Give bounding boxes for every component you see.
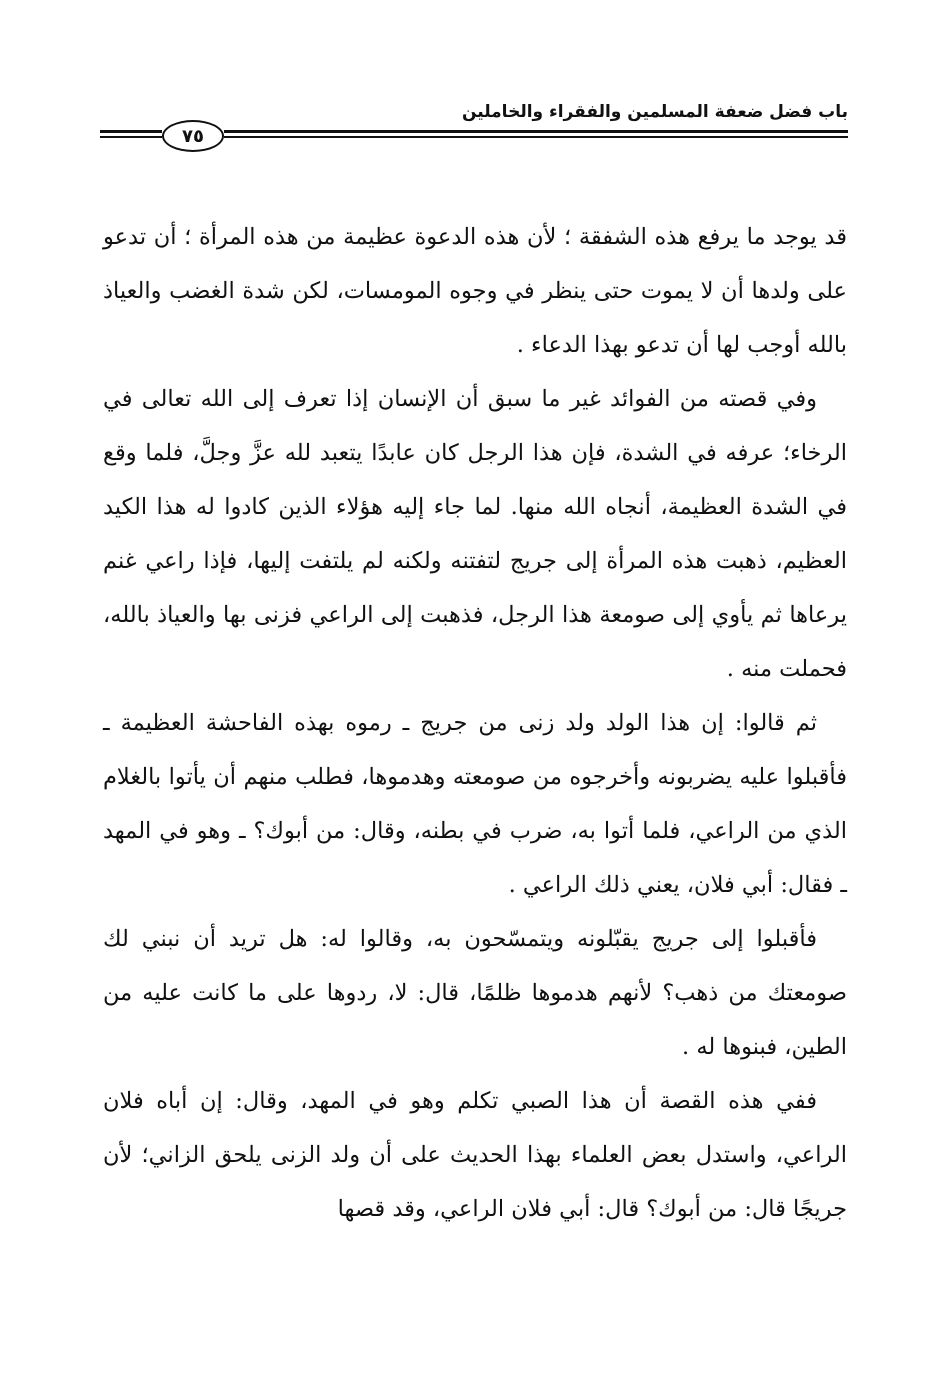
paragraph-4: فأقبلوا إلى جريج يقبّلونه ويتمسّحون به، وقالوا له: هل تريد أن نبني لك صومعتك من ذهب؟ لأنهم هدموها ظلمًا، قال: لا، ردوها على ما كانت عليه من الطين، فبنوها له .: [103, 926, 847, 1060]
paragraph-1: قد يوجد ما يرفع هذه الشفقة ؛ لأن هذه الدعوة عظيمة من هذه المرأة ؛ أن تدعو على ولدها أن لا يموت حتى ينظر في وجوه المومسات، لكن شدة الغضب والعياذ بالله أوجب لها أن تدعو بهذا الدعاء .: [103, 224, 847, 358]
header-rule-left: [100, 130, 162, 141]
chapter-title: باب فضل ضعفة المسلمين والفقراء والخاملين: [461, 102, 848, 122]
paragraph-2: وفي قصته من الفوائد غير ما سبق أن الإنسان إذا تعرف إلى الله تعالى في الرخاء؛ عرفه في الشدة، فإن هذا الرجل كان عابدًا يتعبد لله عزَّ وجلَّ، فلما وقع في الشدة العظيمة، أنجاه الله منها. لما جاء إليه هؤلاء الذين كادوا له هذا الكيد العظيم، ذهبت هذه المرأة إلى جريج لتفتنه ولكنه لم يلتفت إليها، فإذا راعي غنم يرعاها ثم يأوي إلى صومعة هذا الرجل، فذهبت إلى الراعي فزنى بها والعياذ بالله، فحملت منه .: [103, 386, 847, 682]
header-rule-right: [224, 130, 848, 141]
page-body: [103, 210, 847, 1236]
page-header: [100, 100, 848, 160]
page-number: ٧٥: [162, 120, 224, 152]
paragraph-3: ثم قالوا: إن هذا الولد ولد زنى من جريج ـ رموه بهذه الفاحشة العظيمة ـ فأقبلوا عليه يضربونه وأخرجوه من صومعته وهدموها، فطلب منهم أن يأتوا بالغلام الذي من الراعي، فلما أتوا به، ضرب في بطنه، وقال: من أبوك؟ ـ وهو في المهد ـ فقال: أبي فلان، يعني ذلك الراعي .: [103, 710, 847, 898]
paragraph-5: ففي هذه القصة أن هذا الصبي تكلم وهو في المهد، وقال: إن أباه فلان الراعي، واستدل بعض العلماء بهذا الحديث على أن ولد الزنى يلحق الزاني؛ لأن جريجًا قال: من أبوك؟ قال: أبي فلان الراعي، وقد قصها: [103, 1088, 847, 1222]
